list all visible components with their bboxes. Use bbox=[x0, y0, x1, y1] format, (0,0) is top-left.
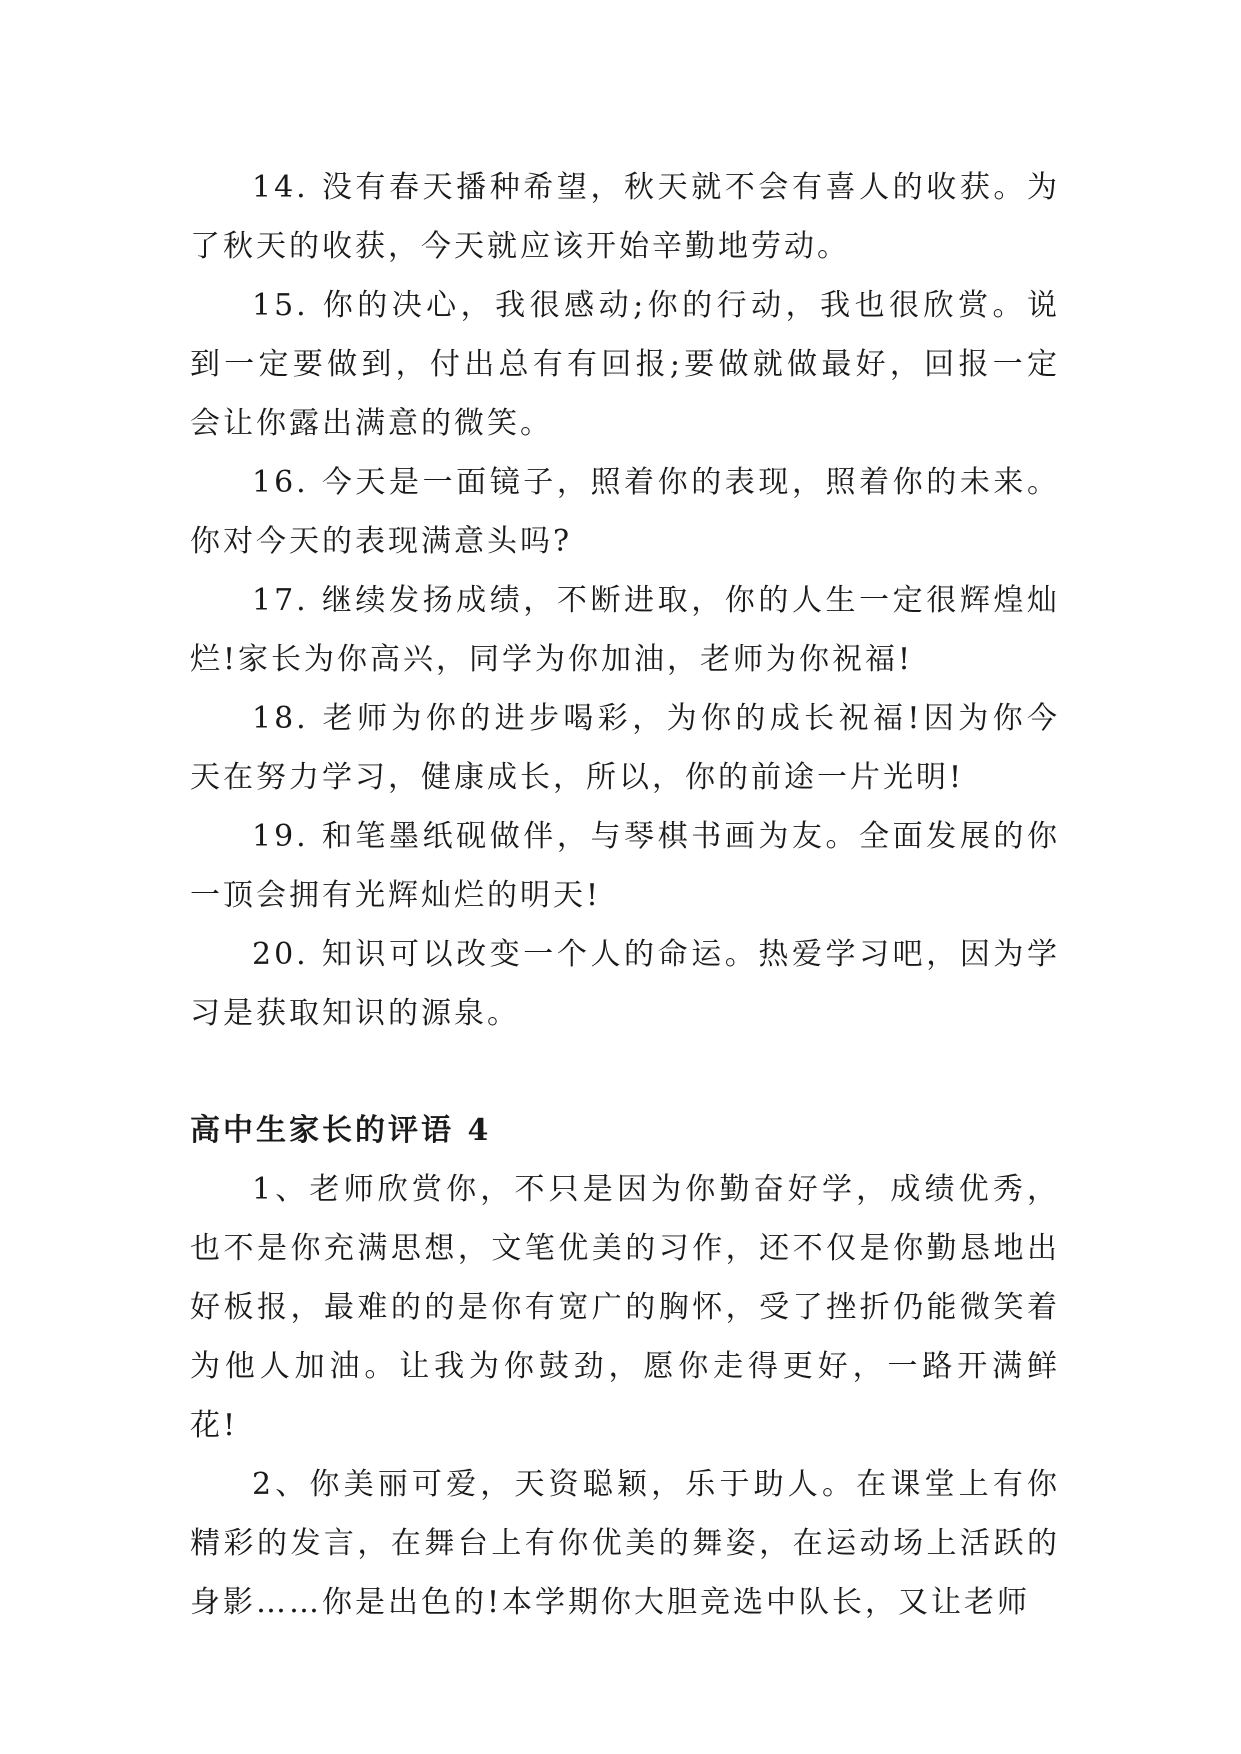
section-heading: 高中生家长的评语 4 bbox=[190, 1113, 492, 1148]
paragraph-15: 15. 你的决心，我很感动;你的行动，我也很欣赏。说到一定要做到，付出总有有回报;要做就做最好，回报一定会让你露出满意的微笑。 bbox=[190, 288, 1060, 441]
paragraph-19: 19. 和笔墨纸砚做伴，与琴棋书画为友。全面发展的你一顶会拥有光辉灿烂的明天! bbox=[190, 819, 1060, 913]
paragraph-section-2: 2、你美丽可爱，天资聪颖，乐于助人。在课堂上有你精彩的发言，在舞台上有你优美的舞姿，在运动场上活跃的身影……你是出色的!本学期你大胆竞选中队长，又让老师 bbox=[190, 1467, 1060, 1620]
paragraph-18: 18. 老师为你的进步喝彩，为你的成长祝福!因为你今天在努力学习，健康成长，所以，你的前途一片光明! bbox=[190, 701, 1060, 795]
paragraph-17: 17. 继续发扬成绩，不断进取，你的人生一定很辉煌灿烂!家长为你高兴，同学为你加油，老师为你祝福! bbox=[190, 583, 1060, 677]
document-body bbox=[190, 158, 1060, 1632]
paragraph-14: 14. 没有春天播种希望，秋天就不会有喜人的收获。为了秋天的收获，今天就应该开始辛勤地劳动。 bbox=[190, 170, 1060, 264]
paragraph-16: 16. 今天是一面镜子，照着你的表现，照着你的未来。你对今天的表现满意头吗? bbox=[190, 465, 1060, 559]
paragraph-20: 20. 知识可以改变一个人的命运。热爱学习吧，因为学习是获取知识的源泉。 bbox=[190, 937, 1060, 1031]
paragraph-section-1: 1、老师欣赏你，不只是因为你勤奋好学，成绩优秀，也不是你充满思想，文笔优美的习作，还不仅是你勤恳地出好板报，最难的的是你有宽广的胸怀，受了挫折仍能微笑着为他人加油。让我为你鼓劲，愿你走得更好，一路开满鲜花! bbox=[190, 1172, 1060, 1443]
